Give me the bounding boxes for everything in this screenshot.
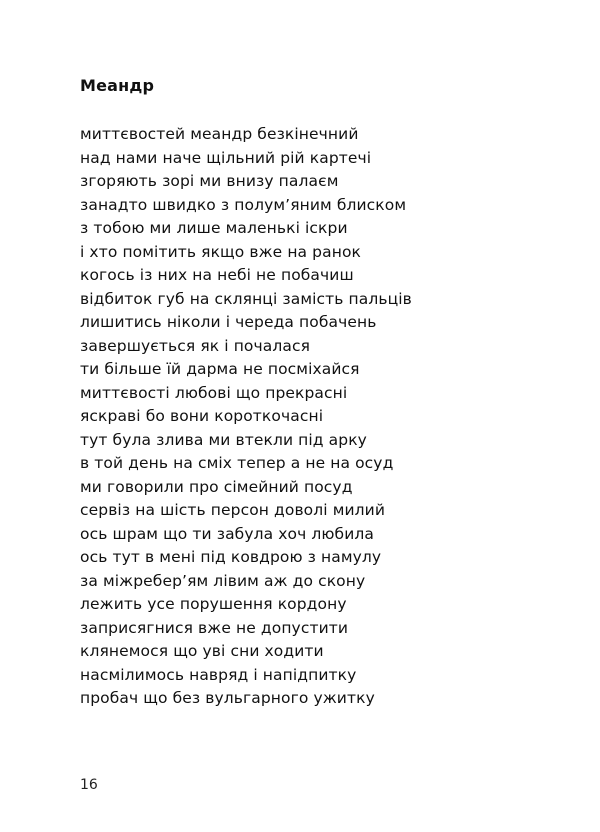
poem-line: сервіз на шість персон доволі милий bbox=[80, 501, 386, 519]
poem-body bbox=[80, 123, 412, 711]
poem-line: з тобою ми лише маленькі іскри bbox=[80, 219, 348, 237]
poem-line: миттєвостей меандр безкінечний bbox=[80, 125, 359, 143]
poem-line: завершується як і почалася bbox=[80, 336, 311, 355]
poem-line: згоряють зорі ми внизу палаєм bbox=[80, 172, 339, 190]
poem-line: заприсягнися вже не допустити bbox=[80, 618, 349, 637]
poem-line: клянемося що уві сни ходити bbox=[80, 642, 324, 660]
poem-title: Меандр bbox=[80, 76, 155, 95]
poem-line: лишитись ніколи і череда побачень bbox=[80, 313, 377, 331]
poem-line: занадто швидко з полум’яним блиском bbox=[80, 195, 407, 214]
poem-line: за міжребер’ям лівим аж до скону bbox=[80, 571, 366, 590]
poem-line: пробач що без вульгарного ужитку bbox=[80, 689, 375, 707]
poem-line: відбиток губ на склянці замість пальців bbox=[80, 289, 412, 308]
poem-line: тут була злива ми втекли під арку bbox=[80, 430, 367, 449]
poem-line: когось із них на небі не побачиш bbox=[80, 266, 354, 284]
poem-line: лежить усе порушення кордону bbox=[80, 595, 347, 613]
poem-line: ось шрам що ти забула хоч любила bbox=[80, 524, 374, 543]
poem-line: ми говорили про сімейний посуд bbox=[80, 477, 353, 496]
poem-line: ось тут в мені під ковдрою з намулу bbox=[80, 548, 382, 566]
poem-line: яскраві бо вони короткочасні bbox=[80, 407, 324, 425]
page-number: 16 bbox=[80, 777, 98, 793]
poem-line: в той день на сміх тепер а не на осуд bbox=[80, 454, 394, 472]
poem-line: миттєвості любові що прекрасні bbox=[80, 383, 348, 402]
poem-line: і хто помітить якщо вже на ранок bbox=[80, 242, 361, 261]
poem-line: ти більше їй дарма не посміхайся bbox=[80, 360, 360, 378]
poem-line: насмілимось навряд і напідпитку bbox=[80, 665, 357, 684]
poem-line: над нами наче щільний рій картечі bbox=[80, 148, 372, 167]
